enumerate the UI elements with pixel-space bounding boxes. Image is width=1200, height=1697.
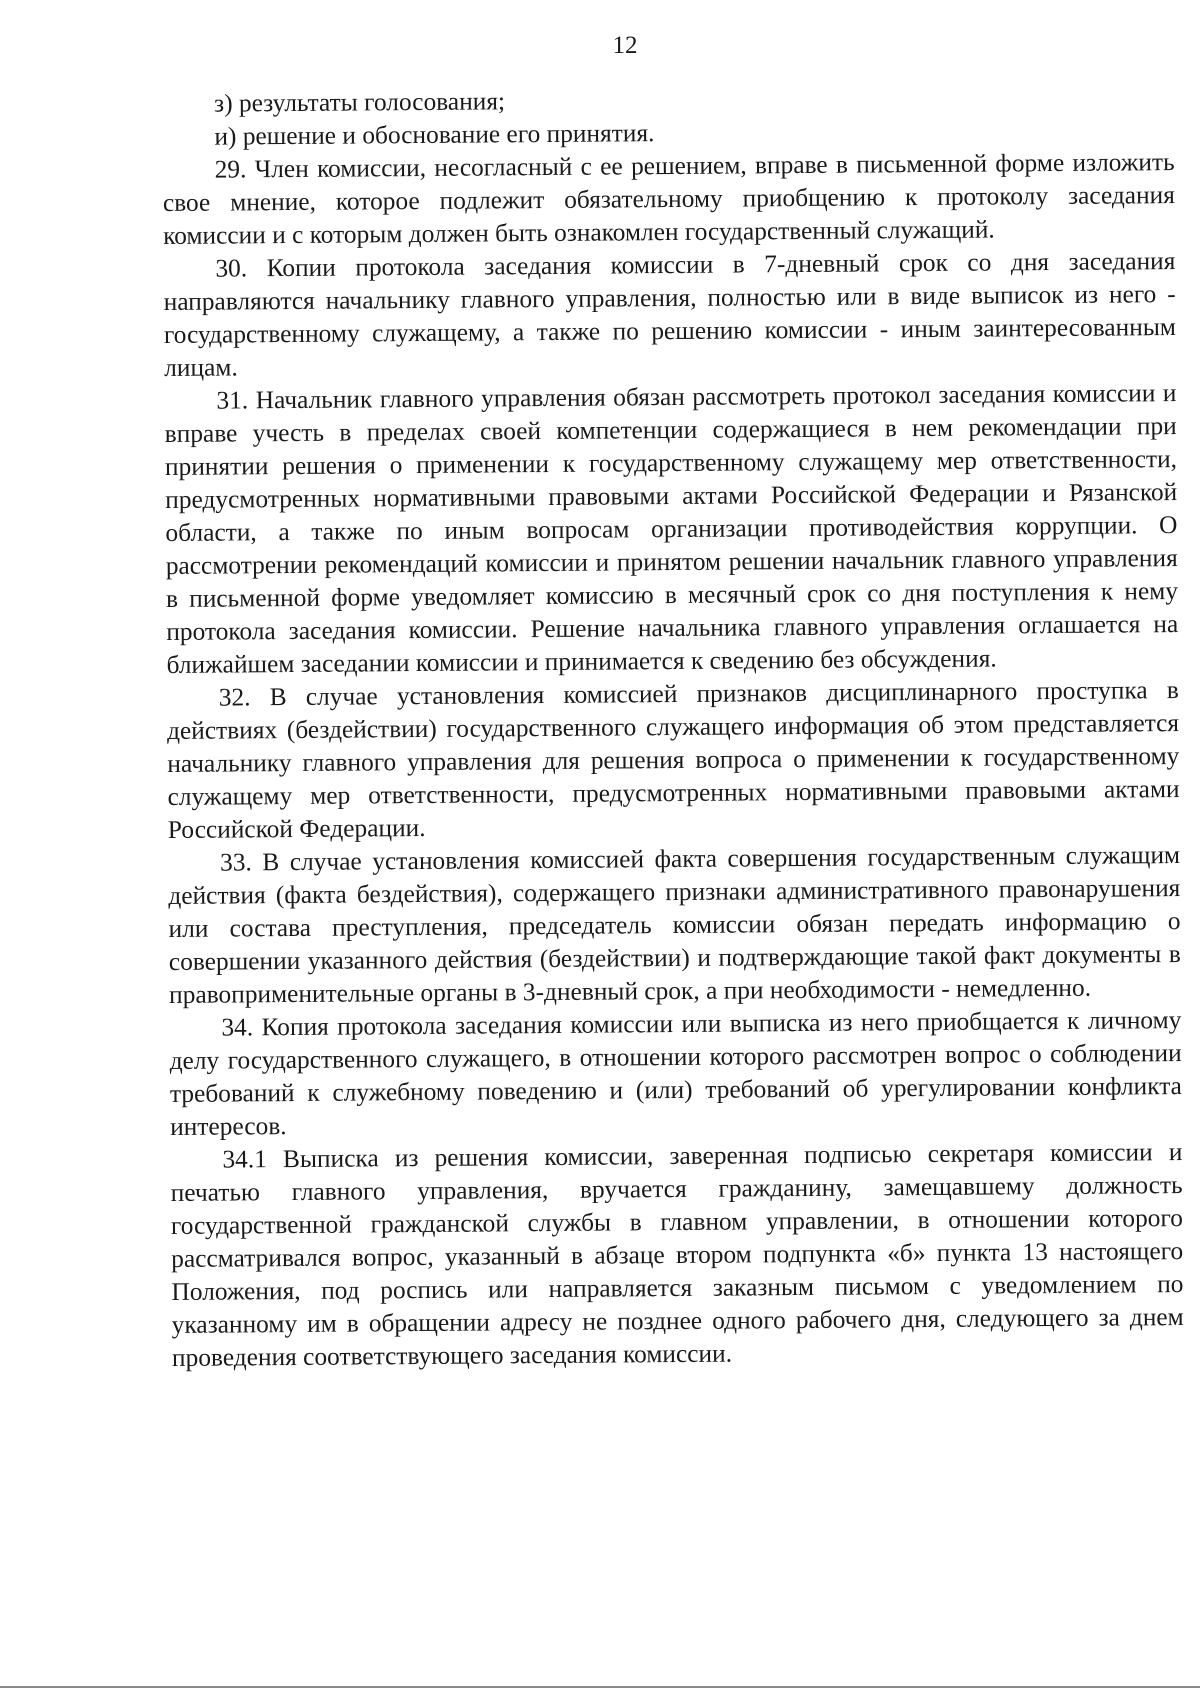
paragraph-30: 30. Копии протокола заседания комиссии в 7-дневный срок со дня заседания направляются начальнику главного управления, полностью или в виде выписок из него - государственному служащему, а также по решению комиссии - иным заинтересованным лицам. <box>163 247 1177 382</box>
paragraph-34-1: 34.1 Выписка из решения комиссии, заверенная подписью секретаря комиссии и печатью главного управления, вручается гражданину, замещавшему должность государственной гражданской службы в главном управлении, в отношении которого рассматривался вопрос, указанный в абзаце втором подпункта «б» пункта 13 настоящего Положения, под роспись или направляется заказным письмом с уведомлением по указанному им в обращении адресу не позднее одного рабочего дня, следующего за днем проведения соответствующего заседания комиссии. <box>170 1138 1184 1372</box>
paragraph-item-i: и) решение и обоснование его принятия. <box>214 119 655 151</box>
paragraph-29: 29. Член комиссии, несогласный с ее решением, вправе в письменной форме изложить свое мнение, которое подлежит обязательному приобщению к протоколу заседания комиссии и с которым должен быть ознакомлен государственный служащий. <box>162 148 1175 250</box>
page-number: 12 <box>612 32 638 59</box>
scan-edge-line <box>0 1686 1200 1688</box>
paragraph-item-z: з) результаты голосования; <box>214 87 506 118</box>
paragraph-33: 33. В случае установления комиссией факта совершения государственным служащим действия (факта бездействия), содержащего признаки административного правонарушения или состава преступления, председатель комиссии обязан передать информацию о совершении указанного действия (бездействии) и подтверждающие такой факт документы в правоприменительные органы в 3-дневный срок, а при необходимости - немедленно. <box>168 841 1181 1009</box>
paragraph-34: 34. Копия протокола заседания комиссии или выписка из него приобщается к личному делу государственного служащего, в отношении которого рассмотрен вопрос о соблюдении требований к служебному поведению и (или) требований об урегулировании конфликта интересов. <box>169 1006 1182 1141</box>
document-body <box>162 80 1184 1375</box>
paragraph-32: 32. В случае установления комиссией признаков дисциплинарного проступка в действиях (бездействии) государственного служащего информация об этом представляется начальнику главного управления для решения вопроса о применении к государственному служащему мер ответственности, предусмотренных нормативными правовыми актами Российской Федерации. <box>166 676 1180 844</box>
paragraph-31: 31. Начальник главного управления обязан рассмотреть протокол заседания комиссии и вправе учесть в пределах своей компетенции содержащиеся в нем рекомендации при принятии решения о применении к государственному служащему мер ответственности, предусмотренных нормативными правовыми актами Российской Федерации и Рязанской области, а также по иным вопросам организации противодействия коррупции. О рассмотрении рекомендаций комиссии и принятом решении начальник главного управления в письменной форме уведомляет комиссию в месячный срок со дня поступления к нему протокола заседания комиссии. Решение начальника главного управления оглашается на ближайшем заседании комиссии и принимается к сведению без обсуждения. <box>164 379 1179 679</box>
